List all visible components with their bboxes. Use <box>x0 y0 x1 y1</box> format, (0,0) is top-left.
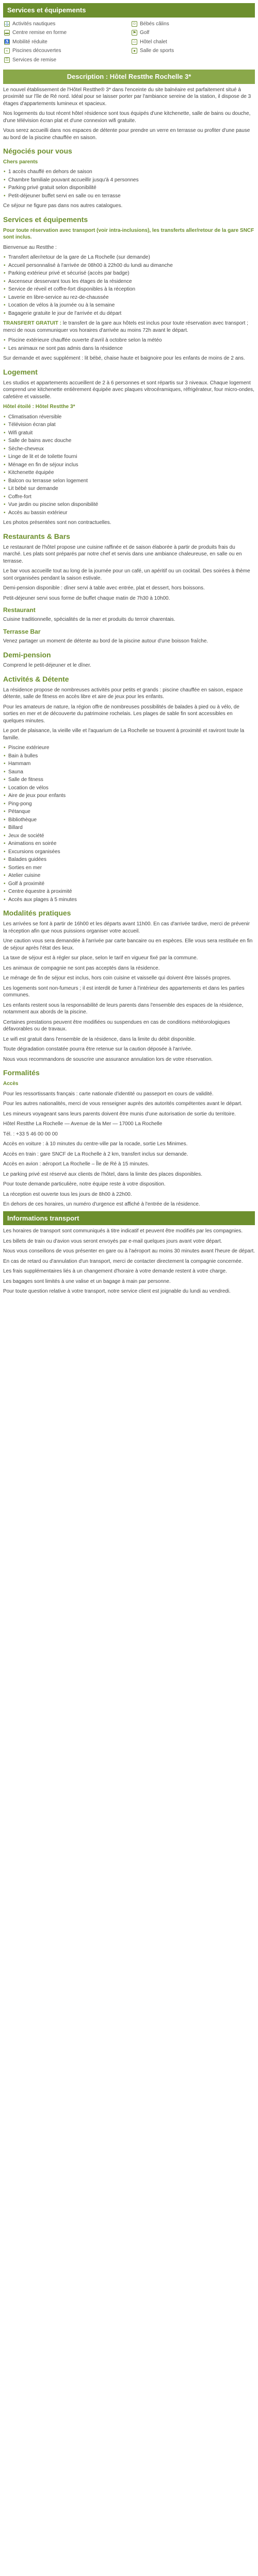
service-item: ⚑ Golf <box>132 30 150 36</box>
list-item: • Sorties en mer <box>3 865 255 872</box>
list-item: • Lit bébé sur demande <box>3 485 255 493</box>
service-item: ● Salle de sports <box>132 47 254 55</box>
resto-para: Demi-pension disponible : dîner servi à table avec entrée, plat et dessert, hors boissons. <box>3 585 205 591</box>
service-item: ≈ Piscines découvertes <box>4 47 126 55</box>
list-item: • Service de réveil et coffre-fort disponibles à la réception <box>3 286 255 293</box>
service-item: ⌂ Hôtel chalet <box>132 39 254 46</box>
pool-icon: ≈ <box>4 48 10 54</box>
list-item: • Sauna <box>3 769 255 776</box>
modalites-para: Le ménage de fin de séjour est inclus, hors coin cuisine et vaisselle qui doivent être laissés propres. <box>3 975 231 981</box>
description-para: Le nouvel établissement de l'Hôtel Restthe® 3* dans l'enceinte du site balnéaire est parfaitement situé à proximité sur l'île de Ré nord. Idéal pour se laisser porter par l'ambiance sereine de la station, il dispose de 3 étages d'appartements lumineux et spacieux. <box>3 87 251 107</box>
modalites-para: Les arrivées se font à partir de 16h00 et les départs avant 11h00. En cas d'arrivée tardive, merci de prévenir la réception afin que nous puissions organiser votre accueil. <box>3 921 250 934</box>
info-para: Les horaires de transport sont communiqués à titre indicatif et peuvent être modifiés par les compagnies. <box>3 1228 243 1234</box>
list-item: • Sèche-cheveux <box>3 446 255 453</box>
list-item: • Aire de jeux pour enfants <box>3 792 255 800</box>
equip-note: TRANSFERT GRATUIT : le transfert de la gare aux hôtels est inclus pour toute réservation avec transport ; merci de nous communiquer vos horaires d'arrivée au moins 72h avant le départ. <box>3 320 249 333</box>
bon-intro: Chers parents <box>3 159 38 165</box>
list-item: • Piscine extérieure <box>3 744 255 752</box>
service-item: ☺ Bébés câlins <box>132 21 169 27</box>
info-para: Les frais supplémentaires liés à un changement d'horaire à votre demande restent à votre charge. <box>3 1268 227 1275</box>
list-item: • Coffre-fort <box>3 494 255 501</box>
activites-para: Pour les amateurs de nature, la région offre de nombreuses possibilités de balades à pied ou à vélo, de sorties en mer et de découverte du patrimoine rochelais. Les plages de sable fin sont accessibles en quelques minutes. <box>3 704 239 724</box>
list-item: • Petit-déjeuner buffet servi en salle ou en terrasse <box>3 193 255 200</box>
resto-para: Petit-déjeuner servi sous forme de buffet chaque matin de 7h30 à 10h00. <box>3 595 170 601</box>
service-item: ⚓ Activités nautiques <box>4 21 56 27</box>
modalites-para: Toute dégradation constatée pourra être retenue sur la caution déposée à l'arrivée. <box>3 1046 192 1053</box>
equip-rules <box>3 337 255 352</box>
sport-icon: ● <box>132 48 137 54</box>
formalites-para: Pour toute demande particulière, notre équipe reste à votre disposition. <box>3 1181 166 1188</box>
modalites-para: Les enfants restent sous la responsabilité de leurs parents dans l'ensemble des espaces de la résidence, notamment aux abords de la piscine. <box>3 1002 244 1015</box>
list-item: • Climatisation réversible <box>3 414 255 421</box>
list-item: • Parking privé gratuit selon disponibilité <box>3 184 255 192</box>
golf-icon: ⚑ <box>132 30 137 35</box>
list-item: • Parking extérieur privé et sécurisé (accès par badge) <box>3 270 255 277</box>
section-heading-activites: Activités & Détente <box>3 674 69 683</box>
resto-para: Le bar vous accueille tout au long de la journée pour un café, un apéritif ou un cocktail. Des soirées à thème sont organisées pendant la saison estivale. <box>3 568 250 581</box>
list-item: • Chambre familiale pouvant accueillir jusqu'à 4 personnes <box>3 177 255 184</box>
list-item: • Ascenseur desservant tous les étages de la résidence <box>3 278 255 285</box>
section-heading-formalites: Formalités <box>3 1069 40 1077</box>
list-item: • Piscine extérieure chauffée ouverte d'avril à octobre selon la météo <box>3 337 255 344</box>
formalites-para: Pour les autres nationalités, merci de vous renseigner auprès des autorités compétentes avant le départ. <box>3 1101 243 1107</box>
modalites-para: Certaines prestations peuvent être modifiées ou suspendues en cas de conditions météorologiques défavorables ou de travaux. <box>3 1019 230 1032</box>
dumbbell-icon: ▬ <box>5 30 9 35</box>
description-banner: Description : Hôtel Restthe Rochelle 3* <box>3 70 255 84</box>
chalet-icon: ⌂ <box>132 39 137 45</box>
list-item: • Vue jardin ou piscine selon disponibilité <box>3 501 255 509</box>
formalites-para: Pour les ressortissants français : carte nationale d'identité ou passeport en cours de validité. <box>3 1091 214 1097</box>
list-item: • Les animaux ne sont pas admis dans la résidence <box>3 345 255 352</box>
modalites-para: Le wifi est gratuit dans l'ensemble de la résidence, dans la limite du débit disponible. <box>3 1036 196 1042</box>
formalites-para: Les mineurs voyageant sans leurs parents doivent être munis d'une autorisation de sortie du territoire. <box>3 1111 236 1117</box>
list-item: • Ping-pong <box>3 801 255 808</box>
wheelchair-icon: ♿ <box>4 39 10 44</box>
info-para: Les billets de train ou d'avion vous seront envoyés par e-mail quelques jours avant votre départ. <box>3 1238 222 1244</box>
resto-para: Le restaurant de l'hôtel propose une cuisine raffinée et de saison élaborée à partir de produits frais du marché. Les plats sont préparés par notre chef et servis dans une ambiance chaleureuse, en salle ou en terrasse. <box>3 544 242 564</box>
formalites-para: Hôtel Restthe La Rochelle — Avenue de la Mer — 17000 La Rochelle <box>3 1121 163 1127</box>
services-grid <box>3 18 255 67</box>
list-item: • Atelier cuisine <box>3 872 255 879</box>
formalites-para: Le parking privé est réservé aux clients de l'hôtel, dans la limite des places disponibles. <box>3 1171 203 1177</box>
bar-text: Venez partager un moment de détente au bord de la piscine autour d'une boisson fraîche. <box>3 638 208 645</box>
service-item: ⚿ Services de remise <box>4 57 126 64</box>
list-item: • Bibliothèque <box>3 817 255 824</box>
list-item: • Accès aux plages à 5 minutes <box>3 896 255 904</box>
list-item: • Pétanque <box>3 808 255 816</box>
list-item: • Animations en soirée <box>3 840 255 848</box>
list-item: • Jeux de société <box>3 833 255 840</box>
info-para: En cas de retard ou d'annulation d'un transport, merci de contacter directement la compagnie concernée. <box>3 1258 243 1264</box>
list-item: • Linge de lit et de toilette fourni <box>3 453 255 461</box>
list-item: • Balcon ou terrasse selon logement <box>3 478 255 485</box>
service-item: ▬ Centre remise en forme <box>5 30 67 36</box>
section-heading-logement: Logement <box>3 367 38 376</box>
activites-list <box>3 744 255 903</box>
list-item: • Balades guidées <box>3 856 255 863</box>
list-item: • Ménage en fin de séjour inclus <box>3 462 255 469</box>
list-item: • Bagagerie gratuite le jour de l'arrivée et du départ <box>3 310 255 317</box>
list-item: • 1 accès chauffé en dehors de saison <box>3 168 255 176</box>
key-icon: ⚿ <box>4 57 10 63</box>
baby-icon: ☺ <box>132 21 137 26</box>
list-item: • Laverie en libre-service au rez-de-chaussée <box>3 294 255 301</box>
list-item: • Accès au bassin extérieur <box>3 510 255 517</box>
section-heading-equipements: Services et équipements <box>3 215 88 224</box>
restaurant-heading: Restaurant <box>3 606 36 614</box>
list-item: • Location de vélos <box>3 785 255 792</box>
section-heading-negocies: Négociés pour vous <box>3 147 72 156</box>
formalites-para: Accès en voiture : à 10 minutes du centre-ville par la rocade, sortie Les Minimes. <box>3 1141 188 1147</box>
info-para: Pour toute question relative à votre transport, notre service client est joignable du lundi au vendredi. <box>3 1289 231 1295</box>
list-item: • Centre équestre à proximité <box>3 888 255 895</box>
modalites-para: Les animaux de compagnie ne sont pas acceptés dans la résidence. <box>3 965 160 971</box>
modalites-para: La taxe de séjour est à régler sur place, selon le tarif en vigueur fixé par la commune. <box>3 955 198 961</box>
section-heading-modalites: Modalités pratiques <box>3 909 71 918</box>
formalites-para: Accès en train : gare SNCF de La Rochelle à 2 km, transfert inclus sur demande. <box>3 1151 188 1157</box>
bon-note: Ce séjour ne figure pas dans nos autres catalogues. <box>3 203 123 209</box>
list-item: • Excursions organisées <box>3 849 255 856</box>
info-para: Les bagages sont limités à une valise et un bagage à main par personne. <box>3 1278 171 1284</box>
services-banner: Services et équipements <box>3 3 255 18</box>
section-heading-demi-pension: Demi-pension <box>3 650 51 659</box>
logement-list <box>3 414 255 517</box>
description-para: Nos logements du tout récent hôtel résidence sont tous équipés d'une kitchenette, salle de bains ou douche, d'une télévision écran plat et d'une connexion wifi gratuite. <box>3 111 251 124</box>
bar-heading: Terrasse Bar <box>3 628 41 635</box>
service-item: ♿ Mobilité réduite <box>4 39 47 45</box>
logement-sub: Hôtel étoilé : Hôtel Restthe 3* <box>3 404 75 410</box>
equip-list <box>3 254 255 317</box>
list-item: • Wifi gratuit <box>3 430 255 437</box>
equip-intro: Pour toute réservation avec transport (voir intra-inclusions), les transferts aller/retour de la gare SNCF sont inclus. <box>3 227 254 241</box>
modalites-para: Nous vous recommandons de souscrire une assurance annulation lors de votre réservation. <box>3 1056 213 1062</box>
logement-intro: Les studios et appartements accueillent de 2 à 6 personnes et sont répartis sur 3 niveaux. Chaque logement comprend une kitchenette entièrement équipée avec plaques vitrocéramiques, réfrigérateur, four micro-ondes, cafetière et vaisselle. <box>3 380 254 400</box>
restaurant-text: Cuisine traditionnelle, spécialités de la mer et produits du terroir charentais. <box>3 617 175 623</box>
formalites-para: La réception est ouverte tous les jours de 8h00 à 22h00. <box>3 1191 132 1197</box>
equip-sub: Bienvenue au Restthe : <box>3 244 57 250</box>
boat-icon: ⚓ <box>4 21 10 26</box>
list-item: • Salle de fitness <box>3 776 255 784</box>
demi-text: Comprend le petit-déjeuner et le dîner. <box>3 663 91 669</box>
formalites-sub: Accès <box>3 1081 19 1087</box>
activites-para: La résidence propose de nombreuses activités pour petits et grands : piscine chauffée en saison, espace détente, salle de fitness en accès libre et aire de jeux pour les enfants. <box>3 687 243 700</box>
activites-para: Le port de plaisance, la vieille ville et l'aquarium de La Rochelle se trouvent à proximité et raviront toute la famille. <box>3 728 245 741</box>
list-item: • Transfert aller/retour de la gare de La Rochelle (sur demande) <box>3 254 255 261</box>
section-heading-restaurants: Restaurants & Bars <box>3 532 70 540</box>
list-item: • Télévision écran plat <box>3 421 255 429</box>
list-item: • Bain à bulles <box>3 753 255 760</box>
modalites-para: Une caution vous sera demandée à l'arrivée par carte bancaire ou en espèces. Elle vous sera restituée en fin de séjour après l'état des lieux. <box>3 938 253 951</box>
description-para: Vous serez accueilli dans nos espaces de détente pour prendre un verre en terrasse ou profiter d'une pause au bord de la piscine chauffée en saison. <box>3 128 250 141</box>
list-item: • Hammam <box>3 760 255 768</box>
extra-note: Sur demande et avec supplément : lit bébé, chaise haute et baignoire pour les enfants de moins de 2 ans. <box>3 355 245 362</box>
list-item: • Salle de bains avec douche <box>3 437 255 445</box>
list-item: • Billard <box>3 824 255 832</box>
list-item: • Accueil personnalisé à l'arrivée de 08h00 à 22h00 du lundi au dimanche <box>3 262 255 269</box>
formalites-para: Tél. : +33 5 46 00 00 00 <box>3 1131 58 1137</box>
formalites-para: Accès en avion : aéroport La Rochelle – Île de Ré à 15 minutes. <box>3 1161 149 1167</box>
bon-list <box>3 168 255 199</box>
formalites-para: En dehors de ces horaires, un numéro d'urgence est affiché à l'entrée de la résidence. <box>3 1201 200 1208</box>
info-para: Nous vous conseillons de vous présenter en gare ou à l'aéroport au moins 30 minutes avant l'heure de départ. <box>3 1248 255 1255</box>
info-banner: Informations transport <box>3 1211 255 1226</box>
list-item: • Kitchenette équipée <box>3 469 255 477</box>
modalites-para: Les logements sont non-fumeurs ; il est interdit de fumer à l'intérieur des appartements et dans les parties communes. <box>3 985 245 998</box>
list-item: • Golf à proximité <box>3 880 255 888</box>
logement-note: Les photos présentées sont non contractuelles. <box>3 520 111 526</box>
list-item: • Location de vélos à la journée ou à la semaine <box>3 302 255 309</box>
